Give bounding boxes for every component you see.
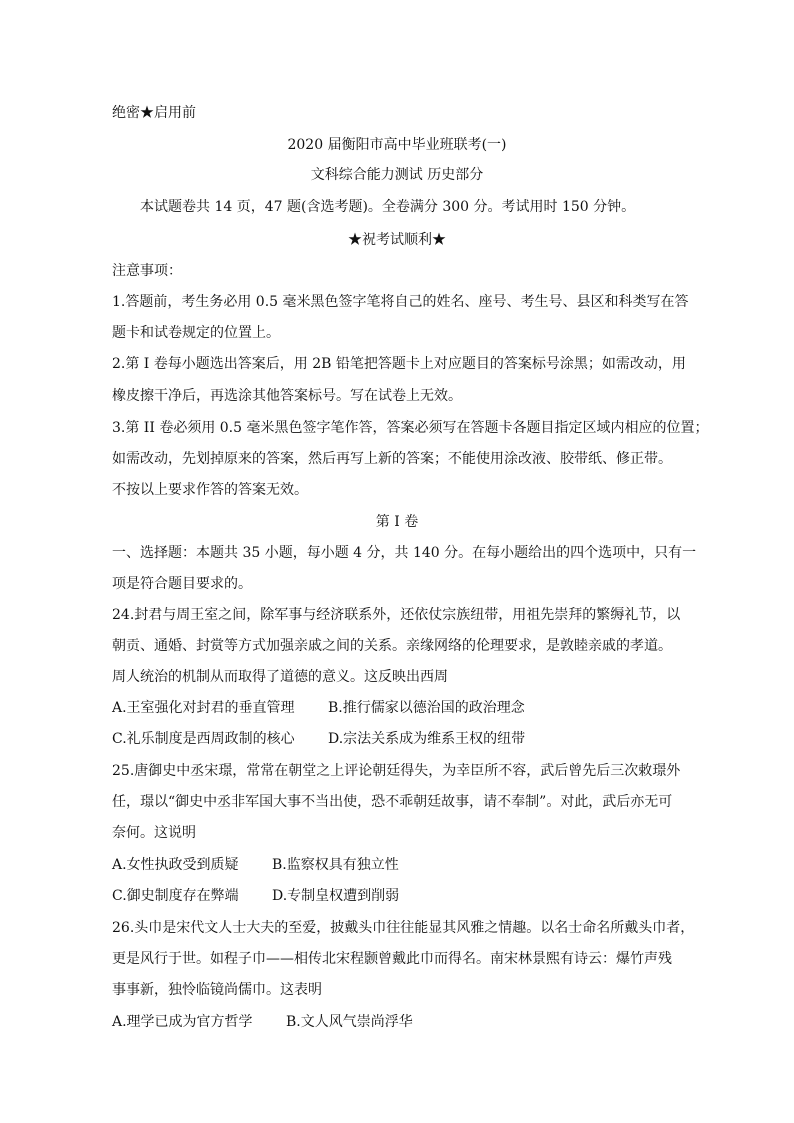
question-25-stem: 任，璟以“御史中丞非军国大事不当出使，恐不乖朝廷故事，请不奉制”。对此，武后亦无可 (112, 794, 673, 810)
notes-line: 1.答题前，考生务必用 0.5 毫米黑色签字笔将自己的姓名、座号、考生号、县区和科类写在答 (112, 294, 689, 310)
blessing: ★祝考试顺利★ (348, 232, 446, 248)
question-25-option-c: C.御史制度存在弊端 (112, 888, 239, 904)
notes-line: 题卡和试卷规定的位置上。 (112, 325, 280, 341)
notes-line: 如需改动，先划掉原来的答案，然后再写上新的答案；不能使用涂改液、胶带纸、修正带。 (112, 451, 672, 467)
question-24-option-a: A.王室强化对封君的垂直管理 (112, 700, 295, 716)
question-25-option-b: B.监察权具有独立性 (272, 857, 399, 873)
exam-subtitle: 文科综合能力测试 历史部分 (310, 167, 484, 183)
notes-line: 橡皮擦干净后，再选涂其他答案标号。写在试卷上无效。 (112, 388, 462, 404)
question-25-option-d: D.专制皇权遭到削弱 (272, 888, 400, 904)
question-26-stem: 更是风行于世。如程子巾——相传北宋程颢曾戴此巾而得名。南宋林景熙有诗云：爆竹声残 (112, 951, 672, 967)
question-26-option-b: B.文人风气崇尚浮华 (286, 1014, 413, 1030)
question-26-stem: 26.头巾是宋代文人士大夫的至爱，披戴头巾往往能显其风雅之情趣。以名士命名所戴头巾者， (112, 920, 695, 936)
question-26-option-a: A.理学已成为官方哲学 (112, 1014, 253, 1030)
question-24-stem: 周人统治的机制从而取得了道德的意义。这反映出西周 (112, 669, 448, 685)
question-25-stem: 25.唐御史中丞宋璟，常常在朝堂之上评论朝廷得失，为幸臣所不容，武后曾先后三次敕璟外 (112, 763, 681, 779)
notes-line: 3.第 II 卷必须用 0.5 毫米黑色签字笔作答，答案必须写在答题卡各题目指定区域内相应的位置； (112, 420, 709, 436)
notes-heading: 注意事项： (112, 263, 182, 279)
question-24-stem: 朝贡、通婚、封赏等方式加强亲戚之间的关系。亲缘网络的伦理要求，是敦睦亲戚的孝道。 (112, 638, 672, 654)
exam-intro: 本试题卷共 14 页，47 题(含选考题)。全卷满分 300 分。考试用时 150 分钟。 (140, 199, 636, 215)
question-25-option-a: A.女性执政受到质疑 (112, 857, 239, 873)
exam-title: 2020 届衡阳市高中毕业班联考(一) (287, 137, 507, 153)
question-24-option-b: B.推行儒家以德治国的政治理念 (328, 700, 525, 716)
notes-line: 2.第 I 卷每小题选出答案后，用 2B 铅笔把答题卡上对应题目的答案标号涂黑；如需改动，用 (112, 356, 686, 372)
section-instruction: 一、选择题：本题共 35 小题，每小题 4 分，共 140 分。在每小题给出的四个选项中，只有一 (112, 545, 697, 561)
question-24-stem: 24.封君与周王室之间，除军事与经济联系外，还依仗宗族纽带，用祖先崇拜的繁缛礼节，以 (112, 607, 681, 623)
confidential-mark: 绝密★启用前 (112, 105, 196, 121)
section-instruction: 项是符合题目要求的。 (112, 576, 252, 592)
question-24-option-d: D.宗法关系成为维系王权的纽带 (328, 731, 526, 747)
notes-line: 不按以上要求作答的答案无效。 (112, 482, 308, 498)
question-24-option-c: C.礼乐制度是西周政制的核心 (112, 731, 295, 747)
question-25-stem: 奈何。这说明 (112, 825, 196, 841)
question-26-stem: 事事新，独怜临镜尚儒巾。这表明 (112, 982, 322, 998)
volume-title: 第 I 卷 (375, 514, 419, 530)
